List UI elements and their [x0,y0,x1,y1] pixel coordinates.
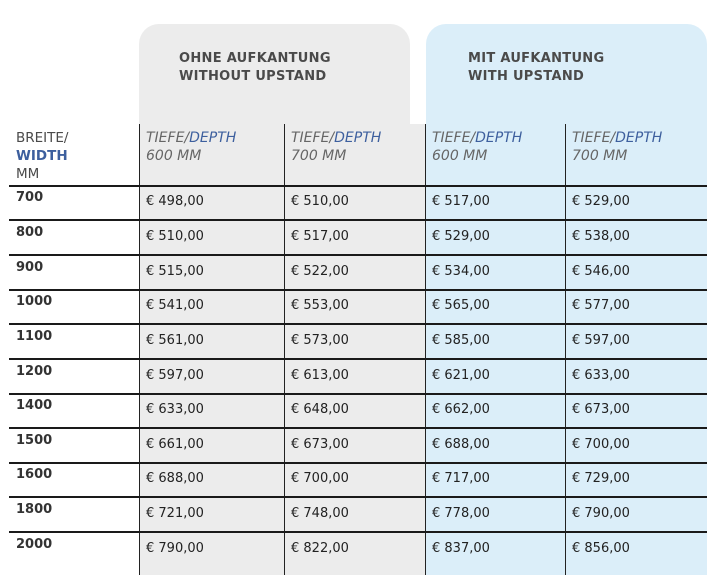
depth-label-german: TIEFE/ [291,130,335,146]
price-cell: € 613,00 [291,368,349,383]
depth-size: 700 MM [291,148,347,164]
width-label-unit: MM [16,166,40,182]
price-cell: € 856,00 [572,541,630,556]
price-cell: € 621,00 [432,368,490,383]
width-cell: 1000 [16,294,53,309]
depth-size: 600 MM [432,148,488,164]
price-cell: € 729,00 [572,471,630,486]
group-title-german: OHNE AUFKANTUNG [179,51,331,66]
depth-column-header [432,129,522,165]
price-cell: € 790,00 [572,506,630,521]
table-row [0,186,719,220]
table-row [0,360,719,394]
table-row [0,394,719,428]
price-cell: € 573,00 [291,333,349,348]
price-cell: € 790,00 [146,541,204,556]
table-row [0,498,719,532]
depth-label-german: TIEFE/ [432,130,476,146]
depth-label-english: DEPTH [334,130,382,146]
width-label-german: BREITE/ [16,130,69,146]
width-cell: 1800 [16,502,53,517]
price-cell: € 822,00 [291,541,349,556]
price-cell: € 561,00 [146,333,204,348]
depth-column-header [291,129,381,165]
depth-label-german: TIEFE/ [572,130,616,146]
width-cell: 1200 [16,364,53,379]
depth-size: 700 MM [572,148,628,164]
price-cell: € 700,00 [291,471,349,486]
price-cell: € 546,00 [572,264,630,279]
table-row [0,221,719,255]
price-cell: € 688,00 [432,437,490,452]
price-cell: € 673,00 [291,437,349,452]
table-row [0,463,719,497]
width-cell: 900 [16,260,44,275]
price-cell: € 717,00 [432,471,490,486]
depth-column-header [146,129,236,165]
price-cell: € 529,00 [432,229,490,244]
price-cell: € 585,00 [432,333,490,348]
price-cell: € 633,00 [572,368,630,383]
price-cell: € 688,00 [146,471,204,486]
width-cell: 1100 [16,329,53,344]
width-cell: 800 [16,225,44,240]
price-cell: € 661,00 [146,437,204,452]
group-header-with-upstand [426,24,707,134]
table-row [0,533,719,567]
table-row [0,290,719,324]
price-cell: € 778,00 [432,506,490,521]
price-cell: € 553,00 [291,298,349,313]
price-cell: € 648,00 [291,402,349,417]
price-cell: € 510,00 [146,229,204,244]
price-cell: € 522,00 [291,264,349,279]
price-cell: € 517,00 [432,194,490,209]
price-cell: € 538,00 [572,229,630,244]
depth-label-english: DEPTH [615,130,663,146]
price-cell: € 541,00 [146,298,204,313]
depth-column-header [572,129,662,165]
width-cell: 1500 [16,433,53,448]
width-cell: 1600 [16,467,53,482]
price-cell: € 534,00 [432,264,490,279]
price-cell: € 510,00 [291,194,349,209]
depth-label-english: DEPTH [475,130,523,146]
width-label-english: WIDTH [16,148,68,164]
price-cell: € 673,00 [572,402,630,417]
table-row [0,256,719,290]
table-row [0,325,719,359]
depth-label-english: DEPTH [189,130,237,146]
price-cell: € 748,00 [291,506,349,521]
group-header-without-upstand [139,24,410,134]
price-cell: € 515,00 [146,264,204,279]
price-cell: € 662,00 [432,402,490,417]
group-title-english: WITHOUT UPSTAND [179,69,327,84]
width-cell: 2000 [16,537,53,552]
group-title-german: MIT AUFKANTUNG [468,51,605,66]
width-cell: 700 [16,190,44,205]
price-cell: € 633,00 [146,402,204,417]
group-title-english: WITH UPSTAND [468,69,585,84]
width-column-header [16,129,68,183]
price-cell: € 700,00 [572,437,630,452]
width-cell: 1400 [16,398,53,413]
depth-label-german: TIEFE/ [146,130,190,146]
table-row [0,429,719,463]
price-cell: € 529,00 [572,194,630,209]
price-cell: € 597,00 [146,368,204,383]
price-cell: € 597,00 [572,333,630,348]
price-cell: € 498,00 [146,194,204,209]
price-cell: € 565,00 [432,298,490,313]
depth-size: 600 MM [146,148,202,164]
price-cell: € 577,00 [572,298,630,313]
price-cell: € 837,00 [432,541,490,556]
price-cell: € 721,00 [146,506,204,521]
price-cell: € 517,00 [291,229,349,244]
